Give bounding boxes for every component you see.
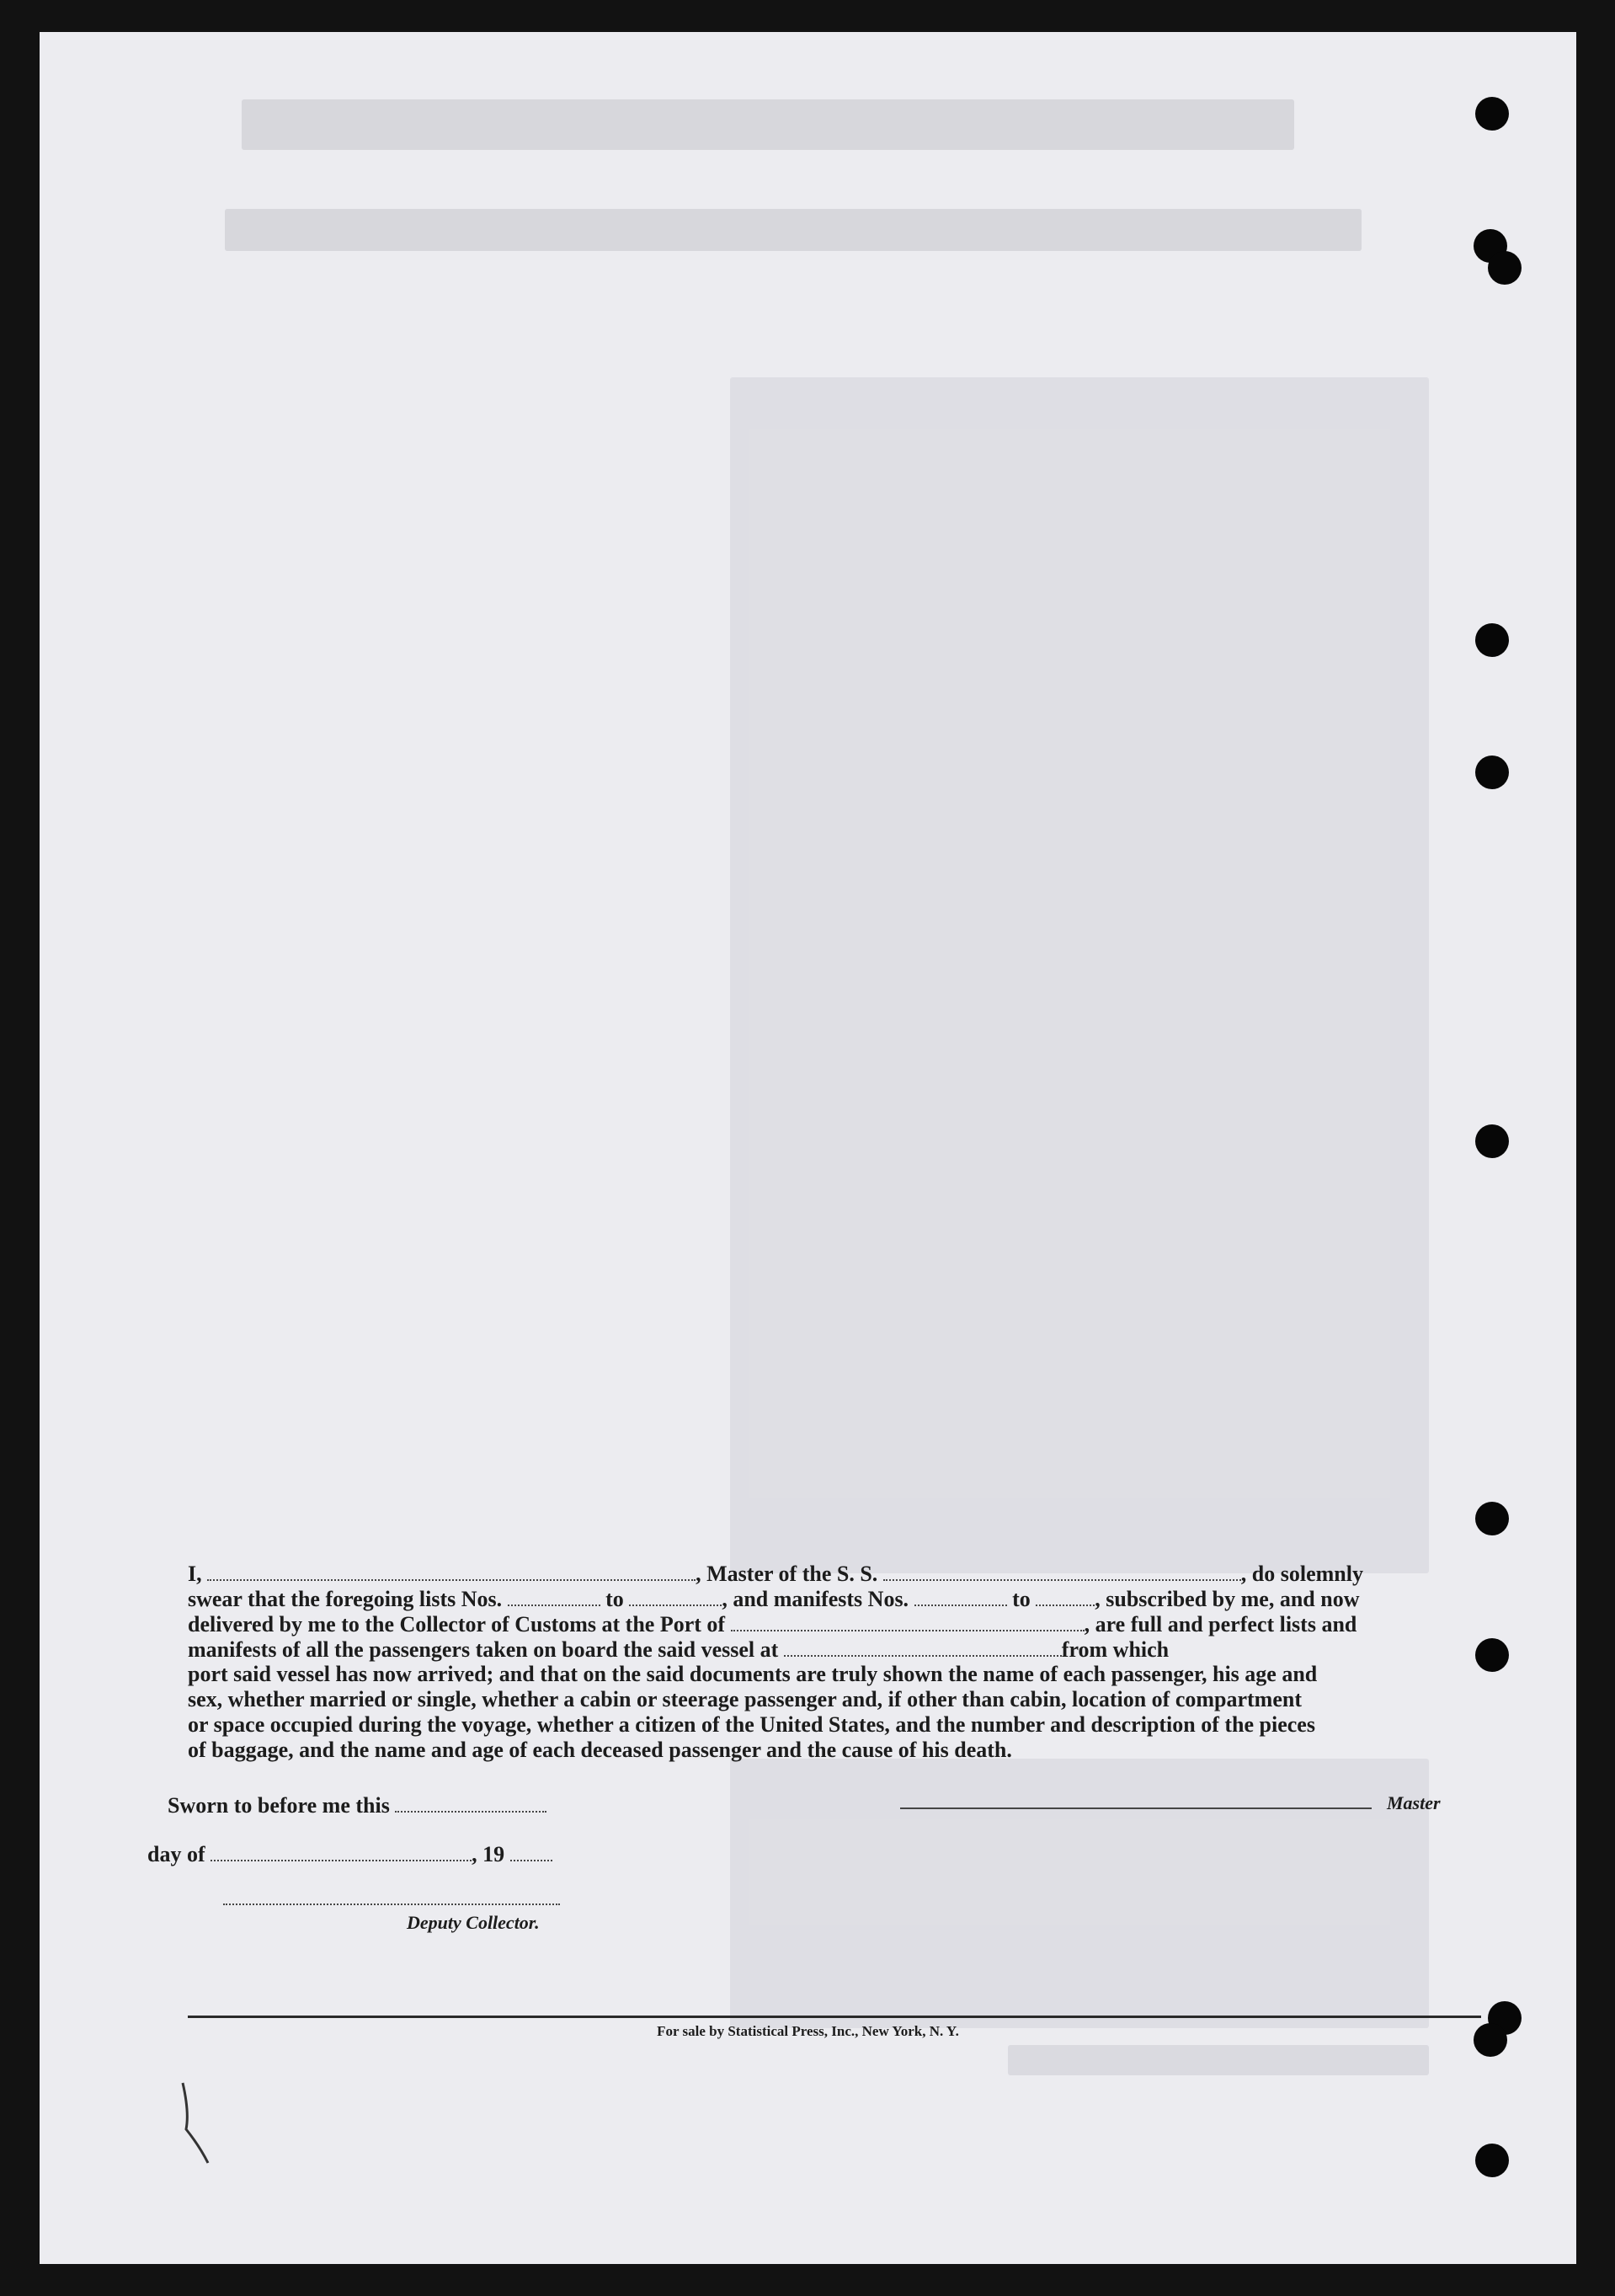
bleed-through-entries <box>730 377 1429 1573</box>
oath-text: or space occupied during the voyage, whether a citizen of the United States, and the number and description of the pieces <box>188 1712 1315 1737</box>
manifest-from-blank <box>914 1586 1007 1606</box>
day-of-text: day of <box>147 1842 205 1866</box>
oath-text: , subscribed by me, and now <box>1095 1587 1360 1611</box>
oath-text: of baggage, and the name and age of each deceased passenger and the cause of his death. <box>188 1738 1012 1762</box>
sworn-text: Sworn to before me this <box>168 1793 390 1818</box>
bleed-through-entries <box>730 1759 1429 2028</box>
oath-text: sex, whether married or single, whether a cabin or steerage passenger and, if other than cabin, location of compartment <box>188 1687 1302 1711</box>
master-label: Master <box>1387 1792 1441 1813</box>
list-from-blank <box>508 1586 600 1606</box>
day-of-blank <box>211 1841 472 1861</box>
oath-line-1 <box>188 1561 1481 1587</box>
punch-hole <box>1475 1638 1509 1672</box>
punch-hole <box>1475 756 1509 789</box>
vessel-blank <box>883 1561 1241 1581</box>
handwritten-stroke <box>174 2079 225 2171</box>
punch-hole <box>1488 251 1522 285</box>
oath-text: manifests of all the passengers taken on board the said vessel at <box>188 1637 779 1662</box>
oath-text: , do solemnly <box>1240 1562 1363 1586</box>
oath-line-4 <box>188 1637 1481 1663</box>
bleed-through-header <box>225 209 1362 251</box>
list-to-blank <box>629 1586 722 1606</box>
deputy-signature-line <box>223 1904 560 1905</box>
punch-hole <box>1475 1124 1509 1158</box>
oath-line-7 <box>188 1712 1481 1738</box>
oath-line-6 <box>188 1687 1481 1712</box>
deputy-collector-label: Deputy Collector. <box>407 1912 540 1933</box>
oath-line-3 <box>188 1611 1481 1637</box>
oath-line-5 <box>188 1662 1481 1687</box>
sworn-date-blank <box>395 1792 546 1813</box>
punch-hole <box>1474 2023 1507 2057</box>
oath-text: from which <box>1061 1637 1170 1662</box>
oath-text: to <box>605 1587 624 1611</box>
oath-text: delivered by me to the Collector of Customs at the Port of <box>188 1612 726 1637</box>
oath-text: , Master of the S. S. <box>696 1562 878 1586</box>
manifest-page <box>40 32 1576 2264</box>
year-blank <box>510 1841 552 1861</box>
oath-line-8 <box>188 1738 1481 1763</box>
oath-text: , and manifests Nos. <box>722 1587 909 1611</box>
oath-text: , are full and perfect lists and <box>1084 1612 1357 1637</box>
punch-hole <box>1475 623 1509 657</box>
oath-text: port said vessel has now arrived; and that on the said documents are truly shown the name of each passenger, his age and <box>188 1662 1318 1686</box>
oath-line-2 <box>188 1586 1481 1612</box>
day-of-line <box>147 1841 552 1867</box>
oath-text: to <box>1012 1587 1031 1611</box>
bleed-through-note <box>1008 2045 1429 2075</box>
sworn-line <box>168 1792 546 1818</box>
bleed-through-header <box>242 99 1294 150</box>
punch-hole <box>1475 97 1509 131</box>
master-signature-line <box>900 1807 1372 1809</box>
departure-blank <box>784 1637 1062 1657</box>
footer-text: For sale by Statistical Press, Inc., New York, N. Y. <box>657 2023 959 2039</box>
manifest-to-blank <box>1036 1586 1095 1606</box>
footer-rule <box>188 2016 1481 2018</box>
name-blank <box>207 1561 696 1581</box>
punch-hole <box>1475 1502 1509 1535</box>
oath-text: I, <box>188 1562 202 1586</box>
oath-text: swear that the foregoing lists Nos. <box>188 1587 503 1611</box>
punch-hole <box>1475 2144 1509 2177</box>
port-blank <box>731 1611 1085 1631</box>
year-text: , 19 <box>472 1842 505 1866</box>
